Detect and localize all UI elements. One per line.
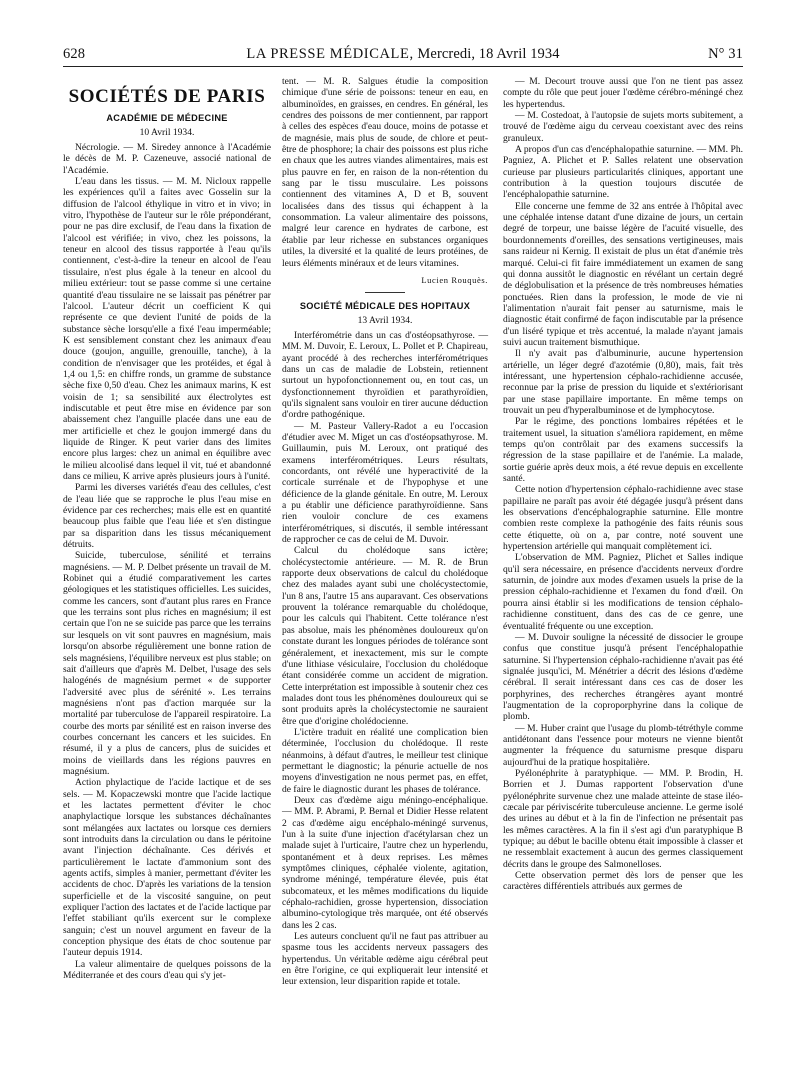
article-paragraph: Calcul du cholédoque sans ictère; cholécystectomie antérieure. — M. R. de Brun rapporte deux observations de calcul du cholédoque chez des malades ayant subi une cholécystectomie, l'un 8 ans, l'autre 15 ans auparavant. Ces observations prouvent la tolérance remarquable du cholédoque, pour les calculs qui l'habitent. Cette tolérance n'est pas absolue, mais les phénomènes douloureux qu'on constate durant les longues périodes de tolérance sont généralement, et inexactement, mis sur le compte d'une lithiase vésiculaire, l'occlusion du cholédoque étant considérée comme un accident de migration. Cette interprétation est impossible à soutenir chez ces malades dont tous les phénomènes douloureux qui se sont produits après la cholécystectomie ne sauraient être que d'origine cholédocienne. bbox=[282, 545, 488, 727]
column-1 bbox=[63, 76, 271, 981]
article-paragraph: Les auteurs concluent qu'il ne faut pas attribuer au spasme tous les accidents nerveux passagers des hypertendus. Un véritable œdème aigu cérébral peut en être l'origine, ce qui expliquerait leur intensité et leur extension, leur disparition rapide et totale. bbox=[282, 931, 488, 988]
article-paragraph: La valeur alimentaire de quelques poissons de la Méditerranée et des cours d'eau qui s'y jet- bbox=[63, 958, 271, 982]
article-paragraph: Action phylactique de l'acide lactique et de ses sels. — M. Kopaczewski montre que l'acide lactique et les lactates permettent d'éviter le choc anaphylactique lorsque les substances déchaînantes sont mélangées aux lactates ou lorsque ces derniers sont introduits dans la circulation ou dans le péritoine avant l'injection déchaînante. Ces dérivés et particulièrement le lactate d'ammonium sont des agents actifs, simples à manier, permettant d'éviter les accidents de choc. D'après les variations de la tension superficielle et de la viscosité sanguine, on peut expliquer l'action des lactates et de l'acide lactique par l'effet stabiliant qu'ils exercent sur le complexe sanguin; c'est un nouvel argument en faveur de la conception physique des états de choc soutenue par l'auteur depuis 1914. bbox=[63, 777, 271, 959]
header-rule bbox=[63, 66, 743, 67]
running-title bbox=[63, 46, 743, 63]
article-paragraph: — M. Decourt trouve aussi que l'on ne tient pas assez compte du rôle que peut jouer l'œdème cérébro-méningé chez les hypertendus. bbox=[503, 76, 743, 110]
article-paragraph: Suicide, tuberculose, sénilité et terrains magnésiens. — M. P. Delbet présente un travail de M. Robinet qui a étudié comparativement les cartes géologiques et les statistiques officielles. Les suicides, comme les cancers, sont d'autant plus rares en France que les terrains sont plus riches en magnésium; il est certain que l'on ne se suicide pas parce que les terrains sur lesquels on vit sont pauvres en magnésium, mais lorsqu'on absorbe régulièrement une bonne ration de sels magnésiens, l'équilibre nerveux est plus stable; on sait d'ailleurs que d'après M. Delbet, l'usage des sels halogénés de magnésium permet « de supporter l'adversité avec plus de sérénité ». Les terrains magnésiens n'ont pas d'action marquée sur la mortalité par tuberculose de l'appareil respiratoire. La courbe des morts par sénilité est en raison inverse des courbes concernant les cancers et les suicides. En résumé, il y a plus de cancers, plus de suicides et moins de vieillards dans les régions pauvres en magnésium. bbox=[63, 550, 271, 777]
session-date: 10 Avril 1934. bbox=[139, 126, 195, 138]
page-number: 628 bbox=[63, 46, 86, 62]
article-paragraph: Nécrologie. — M. Siredey annonce à l'Académie le décès de M. P. Cazeneuve, associé national de l'Académie. bbox=[63, 142, 271, 176]
main-heading: SOCIÉTÉS DE PARIS bbox=[68, 86, 266, 107]
publication-name: LA PRESSE MÉDICALE, bbox=[246, 46, 414, 62]
article-paragraph: Cette notion d'hypertension céphalo-rachidienne avec stase papillaire ne paraît pas avoir été dégagée jusqu'à présent dans les observations d'encéphalographie saturnine. Elle montre combien reste complexe la pathogénie des faits réunis sous cette étiquette, où on a, par contre, noté souvent une hypertension artérielle qui manquait complètement ici. bbox=[503, 484, 743, 553]
article-paragraph: Deux cas d'œdème aigu méningo-encéphalique. — MM. P. Abrami, P. Bernal et Didier Hesse relatent 2 cas d'œdème aigu encéphalo-méningé survenus, l'un à la suite d'une injection d'acétylarsan chez un malade sujet à l'urticaire, l'autre chez un hyperlendu, spontanément et à deux reprises. Les mêmes symptômes cliniques, céphalée violente, agitation, syndrome méningé, température élevée, puis état subcomateux, et les mêmes modifications du liquide céphalo-rachidien, grosse hypertension, dissociation albumino-cytologique très marquée, ont été observés dans les 2 cas. bbox=[282, 794, 488, 931]
article-paragraph: tent. — M. R. Salgues étudie la composition chimique d'une série de poissons: teneur en eau, en albuminoïdes, en graisses, en cendres. En général, les cendres des poissons de mer contiennent, par rapport à celles des espèces d'eau douce, moins de potasse et de magnésie, mais plus de soude, de chlore et peut-être de phosphore; la chair des poissons est plus riche en chaux que les autres viandes alimentaires, mais est plus pauvre en fer, en raison de la non-rétention du sang par le tissu musculaire. Les poissons contiennent des vitamines A, D et B, souvent localisées dans des tissus qui échappent à la consommation. La valeur alimentaire des poissons, malgré leur carence en hydrates de carbone, est établie par leur richesse en substances organiques utiles, la diversité et la qualité de leurs protéines, de leurs éléments minéraux et de leurs vitamines. bbox=[282, 76, 488, 269]
section-heading: ACADÉMIE DE MÉDECINE bbox=[106, 113, 228, 124]
session-date: 13 Avril 1934. bbox=[357, 314, 413, 326]
article-paragraph: Il n'y avait pas d'albuminurie, aucune hypertension artérielle, un léger degré d'azotémie (0,80), mais, fait très intéressant, une hypertension céphalo-rachidienne accusée, reconnue par la prise de pression du liquide et s'extériorisant par une stase papillaire importante. En même temps on trouvait un peu d'hyperalbuminose et de lymphocytose. bbox=[503, 348, 743, 416]
article-paragraph: Pyélonéphrite à paratyphique. — MM. P. Brodin, H. Borrien et J. Dumas rapportent l'observation d'une pyélonéphrite survenue chez une malade atteinte de stase iléo-cæcale par périviscérite tuberculeuse ancienne. Le germe isolé des urines au début et à la fin de l'infection ne présentait pas les mêmes caractères. A la fin il s'est agi d'un paratyphique B typique; au début le bacille obtenu était impossible à classer et ne ressemblait exactement à aucun des germes classiquement décrits dans le groupe des Salmonelloses. bbox=[503, 767, 743, 870]
article-paragraph: Elle concerne une femme de 32 ans entrée à l'hôpital avec une céphalée intense datant d'une dizaine de jours, un certain degré de torpeur, une baisse légère de l'acuité visuelle, des bourdonnements d'oreilles, des sensations vertigineuses, mais sans raideur ni Kernig. Il existait de plus un état d'anémie très marqué. Celui-ci fit faire immédiatement un examen de sang qui donna aussitôt le diagnostic en révélant un certain degré de déglobulisation et la présence de très nombreuses hématies ponctuées. Rien dans la profession, le mode de vie ni l'alimentation n'aurait fait penser au saturnisme, mais le diagnostic était confirmé de façon indiscutable par la présence d'un liséré typique et très accentué, la malade n'ayant jamais suivi aucun traitement bismuthique. bbox=[503, 200, 743, 348]
article-paragraph: L'ictère traduit en réalité une complication bien déterminée, l'occlusion du cholédoque. Il reste néanmoins, à défaut d'autres, le meilleur test clinique permettant le diagnostic; la pénurie actuelle de nos moyens d'investigation ne nous permet pas, en effet, de faire le diagnostic durant les phases de tolérance. bbox=[282, 726, 488, 795]
article-paragraph: L'eau dans les tissus. — M. M. Nicloux rappelle les expériences qu'il a faites avec Gosselin sur la diffusion de l'alcool éthylique in vitro et in vivo; in vitro, l'hypothèse de l'auteur sur le rôle prépondérant, pour ne pas dire exclusif, de l'eau dans la fixation de l'alcool est vérifiée; in vivo, chez les poissons, la teneur en alcool des tissus rapportée à l'eau qu'ils contiennent, c'est-à-dire la teneur en alcool de l'eau tissulaire, n'est plus égale à la teneur en alcool du milieu extérieur: tout se passe comme si une certaine quantité d'eau tissulaire ne se laissait pas pénétrer par l'alcool. L'auteur décrit un coefficient K qui représente ce que devient l'unité de poids de la substance sèche lorsqu'elle a fixé l'eau imperméable; K est sensiblement constant chez les animaux d'eau douce (goujon, anguille, grenouille, tanche), à la condition de n'envisager que les protéides, et égal à 1,4 ou 1,5: en chiffre ronds, un gramme de substance sèche fixe 0,50 d'eau. Chez les animaux marins, K est voisin de 1; sa sensibilité aux électrolytes est indiscutable et peut être mise en évidence par son abaissement chez l'anguille placée dans une eau de mer artificielle et chez le goujon immergé dans du liquide de Ringer. K peut varier dans des limites encore plus larges: chez un animal en équilibre avec le milieu alcoolisé dans lequel il vit, tué et abandonné dans ce milieu, K arrive après plusieurs jours à l'unité. bbox=[63, 176, 271, 482]
article-paragraph: Cette observation permet dès lors de penser que les caractères différentiels attribués aux germes de bbox=[503, 870, 743, 893]
article-paragraph: — M. Duvoir souligne la nécessité de dissocier le groupe confus que constitue jusqu'à présent l'encéphalopathie saturnine. Si l'hypertension céphalo-rachidienne n'avait pas été signalée jusqu'ici, M. Ménétrier a décrit des lésions d'œdème cérébral. Il serait intéressant dans ces cas de doser les porphyrines, des recherches étrangères ayant montré l'augmentation de la coproporphyrine dans la colique de plomb. bbox=[503, 631, 743, 723]
author-signature: Lucien Rouquès. bbox=[421, 274, 488, 285]
article-paragraph: — M. Pasteur Vallery-Radot a eu l'occasion d'étudier avec M. Miget un cas d'ostéopsathyrose. M. Guillaumin, puis M. Leroux, ont pratiqué des examens interférométriques. Leurs résultats, concordants, ont révélé une hyperactivité de la corticale surrénale et de l'hypophyse et une déficience de la glande génitale. En outre, M. Leroux a pu établir une déficience parathyroïdienne. Sans rien vouloir conclure de ces examens interférométriques, si discutés, il semble intéressant de rapprocher ce cas de celui de M. Duvoir. bbox=[282, 420, 488, 546]
column-3 bbox=[503, 76, 743, 893]
article-paragraph: — M. Costedoat, à l'autopsie de sujets morts subitement, a trouvé de l'œdème aigu du cerveau coexistant avec des reins granuleux. bbox=[503, 110, 743, 144]
article-paragraph: Par le régime, des ponctions lombaires répétées et le traitement usuel, la situation s'améliora rapidement, en même temps qu'on contrôlait par des examens successifs la régression de la stase papillaire et de l'anémie. La malade, sortie guérie après deux mois, a été revue depuis en excellente santé. bbox=[503, 416, 743, 485]
section-heading: SOCIÉTÉ MÉDICALE DES HOPITAUX bbox=[299, 301, 471, 312]
issue-date: Mercredi, 18 Avril 1934 bbox=[417, 46, 560, 62]
article-paragraph: A propos d'un cas d'encéphalopathie saturnine. — MM. Ph. Pagniez, A. Plichet et P. Salles relatent une observation curieuse par plusieurs particularités cliniques, apportant une contribution à la question toujours discutée de l'encéphalopathie saturnine. bbox=[503, 144, 743, 201]
section-divider bbox=[365, 292, 405, 293]
article-paragraph: Parmi les diverses variétés d'eau des cellules, c'est de l'eau liée que se rapproche le plus l'eau mise en évidence par ces recherches; mais elle est en quantité beaucoup plus faible que l'eau liée et s'en distingue par sa disparition dans les tissus mécaniquement détruits. bbox=[63, 482, 271, 551]
article-paragraph: — M. Huber craint que l'usage du plomb-tétréthyle comme antidétonant dans l'essence pour moteurs ne vienne bientôt augmenter la fréquence du saturnisme presque disparu aujourd'hui de la pratique hospitalière. bbox=[503, 722, 743, 768]
article-paragraph: L'observation de MM. Pagniez, Plichet et Salles indique qu'il sera nécessaire, en présence d'accidents nerveux d'ordre saturnin, de joindre aux modes d'examen usuels la prise de la pression céphalo-rachidienne et l'examen du fond d'œil. On pourra ainsi établir si les modifications de tension céphalo-rachidienne constituent, dans des cas de ce genre, une éventualité fréquente ou une exception. bbox=[503, 552, 743, 632]
column-2 bbox=[282, 76, 488, 988]
page-header bbox=[63, 46, 743, 64]
article-paragraph: Interférométrie dans un cas d'ostéopsathyrose. — MM. M. Duvoir, E. Leroux, L. Pollet et P. Chapireau, ayant procédé à des recherches interférométriques dans un cas de maladie de Lobstein, retiennent surtout un hypofonctionnement ou, en tout cas, un dysfonctionnement thyroïdien et parathyroïdien, qu'ils signalent sans vouloir en tirer aucune déduction d'ordre pathogénique. bbox=[282, 329, 488, 421]
issue-number: N° 31 bbox=[708, 46, 743, 62]
